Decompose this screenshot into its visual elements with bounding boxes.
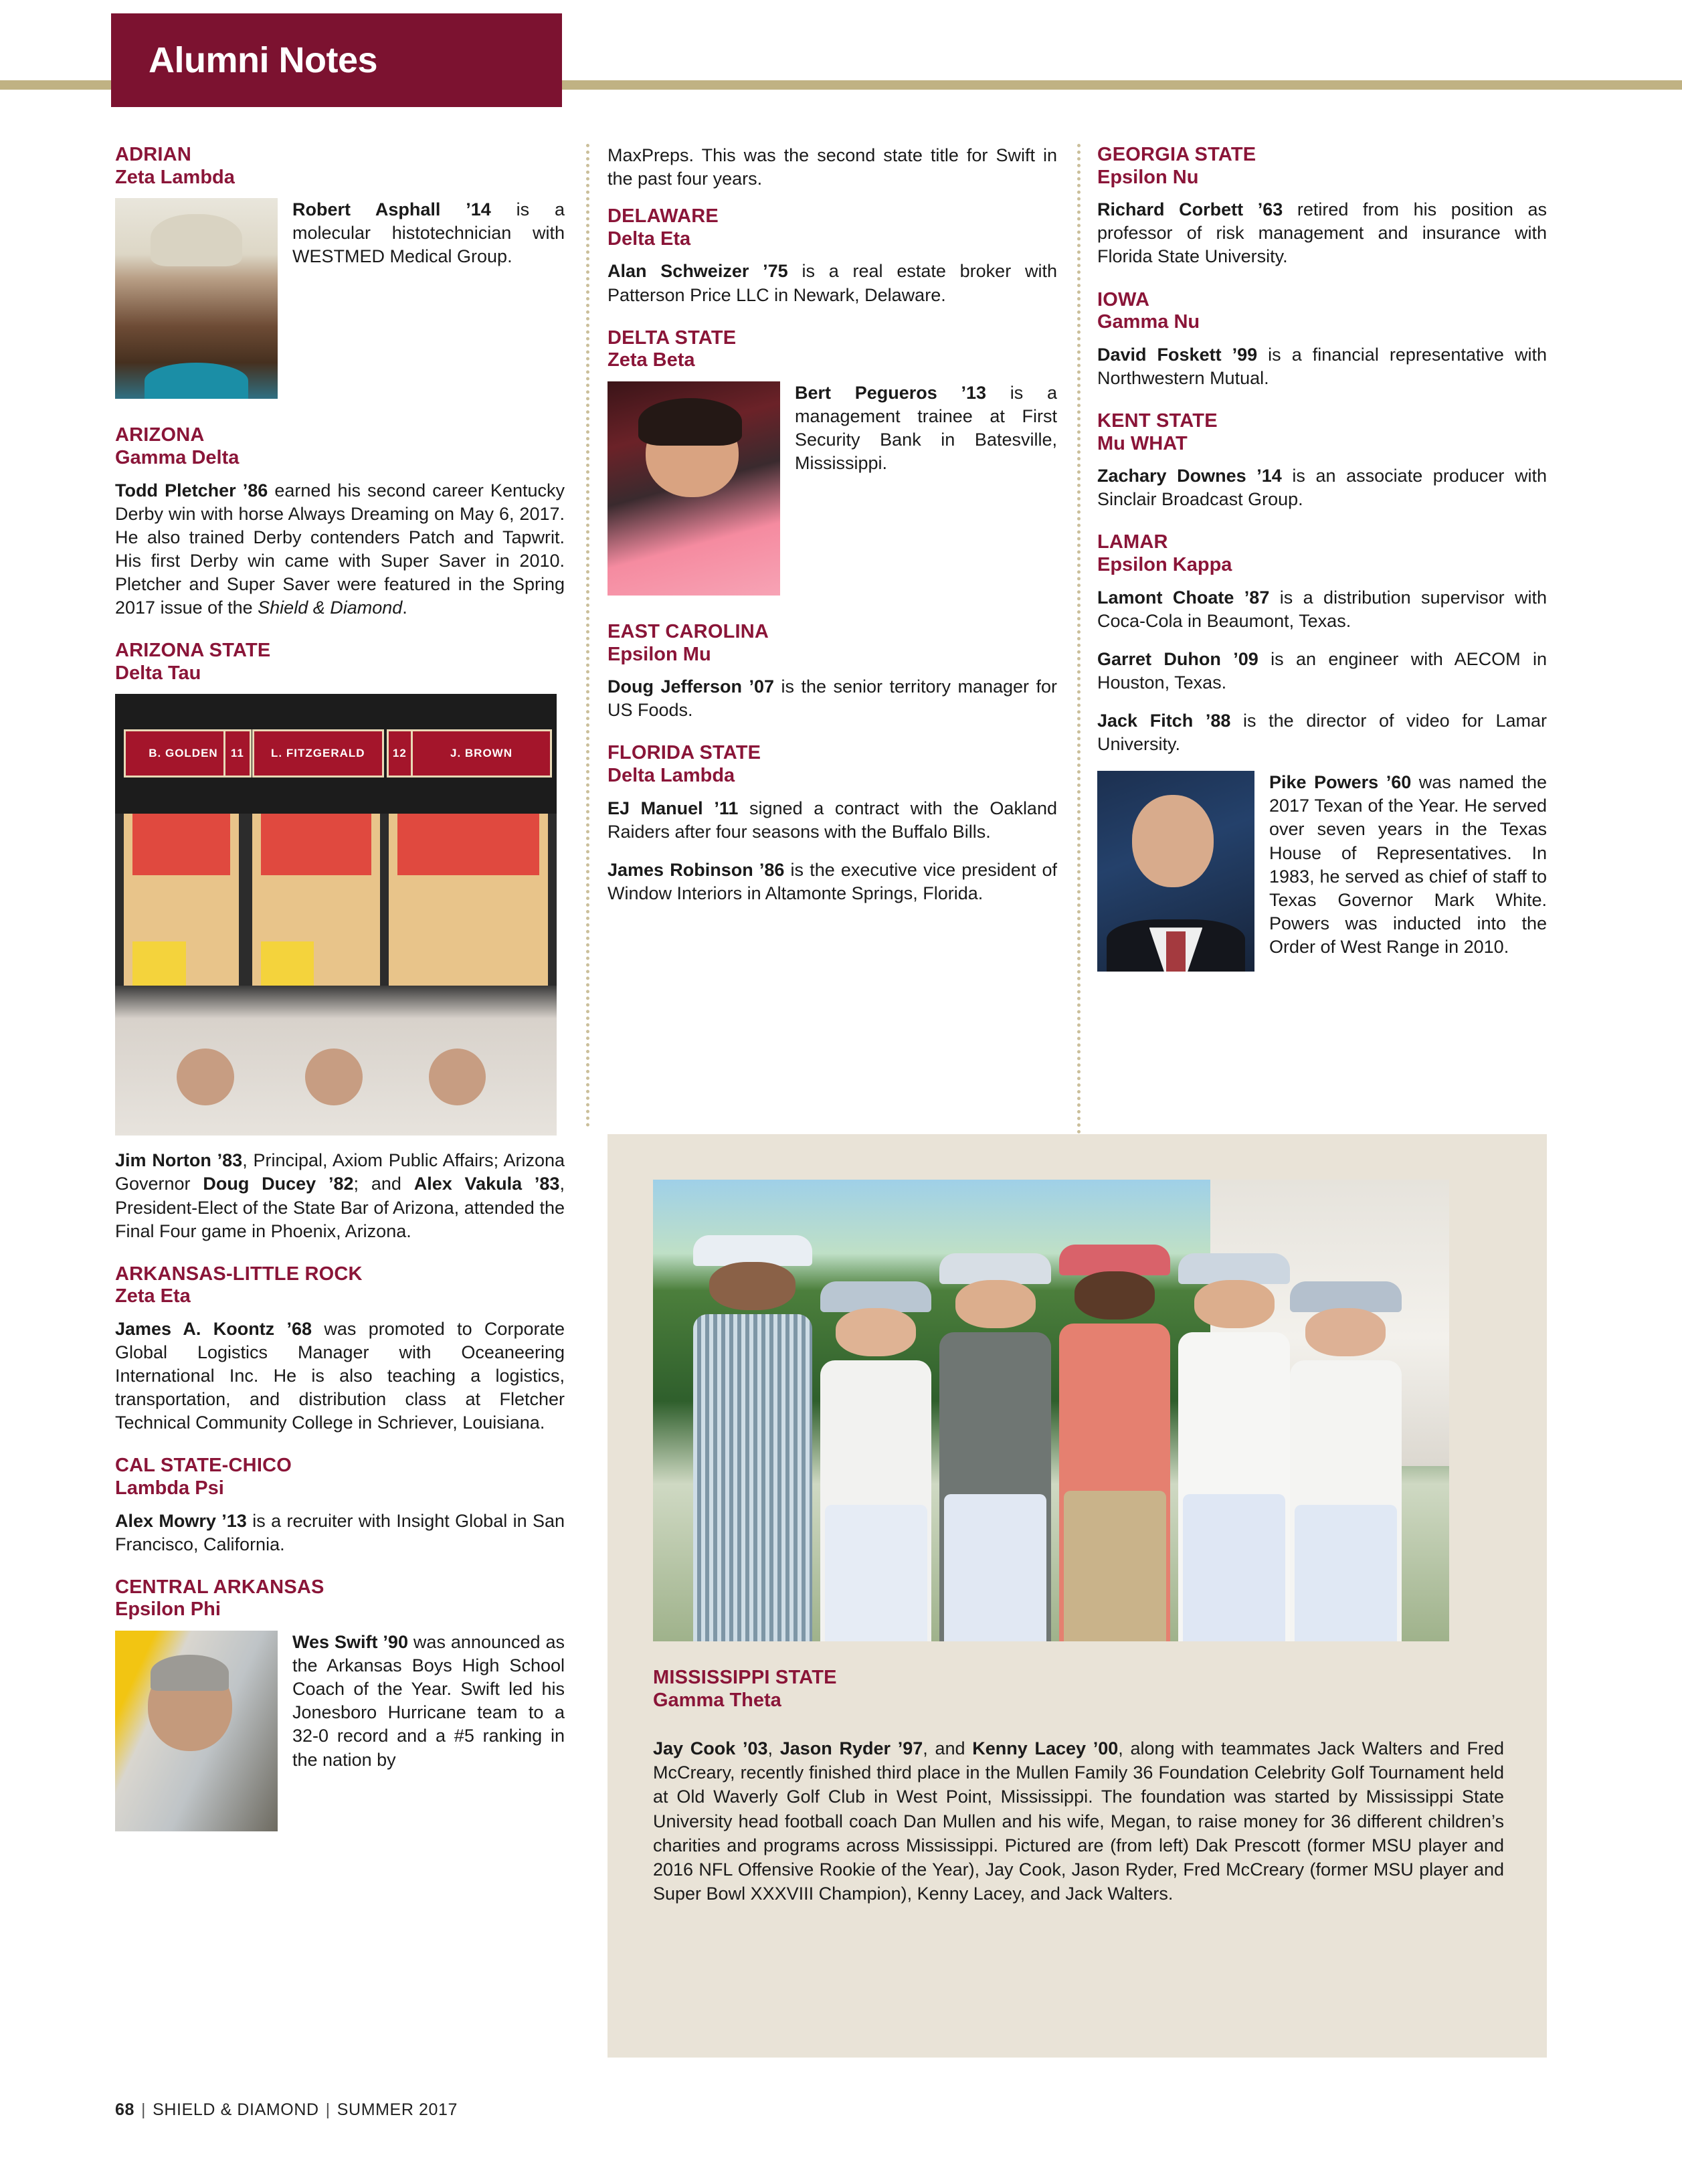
section-georgia-state — [1097, 144, 1547, 269]
school-name: ARIZONA STATE — [115, 640, 271, 662]
caption-text: , President-Elect of the State Bar of Arizona, attended the Final Four game in Phoenix, Arizona. — [115, 1174, 565, 1241]
alumni-name: Alan Schweizer ’75 — [608, 261, 788, 282]
alumni-name: Richard Corbett ’63 — [1097, 199, 1283, 220]
alumni-note — [115, 1317, 565, 1435]
caption-text: , and — [923, 1738, 973, 1758]
chapter-name: Gamma Nu — [1097, 311, 1200, 333]
locker-number: 11 — [223, 729, 252, 778]
portrait-photo-bert-pegueros — [608, 381, 780, 596]
alumni-name: Bert Pegueros ’13 — [795, 382, 987, 403]
school-name: DELTA STATE — [608, 327, 737, 349]
golfer-figure — [1290, 1281, 1402, 1641]
school-name: FLORIDA STATE — [608, 742, 761, 764]
golfer-figure — [1178, 1253, 1290, 1641]
alumni-name: Jack Fitch ’88 — [1097, 711, 1231, 731]
alumni-name: Wes Swift ’90 — [292, 1632, 408, 1653]
caption-text: , — [767, 1738, 780, 1758]
alumni-note-text: was announced as the Arkansas Boys High School Coach of the Year. Swift led his Jonesboro Hurricane team to a 32-0 record and a #5 ranking in the nation by — [292, 1632, 565, 1770]
publication-name: SHIELD & DIAMOND — [153, 2100, 319, 2119]
alumni-note — [608, 675, 1057, 722]
alumni-note-text: is a molecular histotechnician with WESTMED Medical Group. — [292, 199, 565, 267]
locker-nameplate: L. FITZGERALD — [252, 729, 384, 778]
school-name: ARKANSAS-LITTLE ROCK — [115, 1263, 363, 1285]
chapter-name: Zeta Lambda — [115, 166, 235, 188]
alumni-note-text: is an engineer with AECOM in Houston, Texas. — [1097, 648, 1547, 693]
chapter-name: Epsilon Mu — [608, 643, 711, 665]
portrait-photo-wes-swift — [115, 1631, 278, 1831]
golfer-figure — [693, 1235, 813, 1641]
alumni-name: Doug Jefferson ’07 — [608, 676, 774, 697]
school-name: LAMAR — [1097, 531, 1168, 553]
alumni-note — [608, 858, 1057, 905]
alumni-note-text: is a management trainee at First Security Bank in Batesville, Mississippi. — [795, 382, 1057, 474]
school-name: ADRIAN — [115, 144, 191, 165]
locker-number: 12 — [387, 729, 413, 778]
chapter-name: Delta Eta — [608, 227, 691, 250]
chapter-name: Mu WHAT — [1097, 432, 1188, 454]
section-central-arkansas — [115, 1576, 565, 1837]
alumni-note-text: is a recruiter with Insight Global in San Francisco, California. — [115, 1510, 565, 1554]
alumni-note-text: is a real estate broker with Patterson Price LLC in Newark, Delaware. — [608, 261, 1057, 305]
photo-golf-group — [653, 1180, 1449, 1641]
chapter-name: Epsilon Kappa — [1097, 554, 1232, 576]
golfer-figure — [939, 1253, 1051, 1641]
alumni-name: James A. Koontz ’68 — [115, 1318, 312, 1339]
school-name: MISSISSIPPI STATE — [653, 1667, 837, 1688]
school-name: EAST CAROLINA — [608, 620, 769, 642]
continued-text: MaxPreps. This was the second state title for Swift in the past four years. — [608, 145, 1057, 189]
alumni-note — [1097, 586, 1547, 633]
alumni-note-text: is the senior territory manager for US Foods. — [608, 676, 1057, 721]
alumni-note-text: was named the 2017 Texan of the Year. He served over seven years in the Texas House of Representatives. In 1983, he served as chief of staff to Texas Governor Mark White. Powers was inducted into the Order of West Range in 2010. — [1269, 772, 1547, 957]
page-footer — [115, 2100, 458, 2120]
alumni-note — [1097, 709, 1547, 756]
column-divider-1 — [586, 144, 589, 1127]
feature-caption — [653, 1736, 1504, 1906]
alumni-note-tail: . — [402, 597, 407, 618]
section-delta-state — [608, 327, 1057, 601]
alumni-name: EJ Manuel ’11 — [608, 798, 739, 818]
chapter-name: Gamma Theta — [653, 1689, 781, 1711]
photo-locker-room — [115, 694, 557, 1135]
note-with-photo — [608, 381, 1057, 601]
alumni-name: Robert Asphall ’14 — [292, 199, 491, 220]
alumni-name: Kenny Lacey ’00 — [972, 1738, 1119, 1758]
photo-caption — [115, 1149, 565, 1243]
chapter-name: Lambda Psi — [115, 1477, 224, 1499]
alumni-name: Lamont Choate ’87 — [1097, 587, 1270, 608]
page-number: 68 — [115, 2100, 135, 2119]
note-with-photo — [1097, 771, 1547, 977]
chapter-name: Epsilon Phi — [115, 1599, 221, 1621]
caption-text: , Principal, Axiom Public Affairs; Arizona Governor — [115, 1150, 565, 1194]
alumni-name: Jay Cook ’03 — [653, 1738, 768, 1758]
section-arizona — [115, 424, 565, 620]
feature-heading — [653, 1667, 837, 1721]
chapter-name: Delta Tau — [115, 662, 201, 684]
school-name: GEORGIA STATE — [1097, 144, 1256, 165]
chapter-name: Zeta Beta — [608, 349, 695, 371]
alumni-name: Doug Ducey ’82 — [203, 1174, 354, 1194]
caption-text: ; and — [353, 1174, 414, 1194]
caption-text: , along with teammates Jack Walters and Fred McCreary, recently finished third place in the Mullen Family 36 Foundation Celebrity Golf Tournament held at Old Waverly Golf Club in West Point, Mississippi. The foundation was started by Mississippi State University head football coach Dan Mullen and his wife, Megan, to raise money for 36 different children’s charities and programs across Mississippi. Pictured are (from left) Dak Prescott (former MSU player and 2016 NFL Offensive Rookie of the Year), Jay Cook, Jason Ryder, Fred McCreary (former MSU player and Super Bowl XXXVIII Champion), Kenny Lacey, and Jack Walters. — [653, 1738, 1504, 1904]
alumni-note — [1097, 648, 1547, 695]
alumni-note-text: is the director of video for Lamar University. — [1097, 711, 1547, 755]
section-arkansas-little-rock — [115, 1263, 565, 1435]
section-iowa — [1097, 289, 1547, 390]
section-east-carolina — [608, 621, 1057, 722]
chapter-name: Gamma Delta — [115, 446, 240, 468]
column-3 — [1097, 144, 1547, 997]
footer-separator: | — [325, 2100, 331, 2119]
masthead-banner — [111, 13, 562, 107]
page-title: Alumni Notes — [149, 40, 378, 80]
alumni-name: Garret Duhon ’09 — [1097, 648, 1258, 669]
alumni-note-text: earned his second career Kentucky Derby win with horse Always Dreaming on May 6, 2017. He also trained Derby contenders Patch and Tapwrit. His first Derby win came with Super Saver in 2010. Pletcher and Super Saver were featured in the Spring 2017 issue of the — [115, 480, 565, 618]
chapter-name: Zeta Eta — [115, 1285, 191, 1307]
alumni-note — [608, 797, 1057, 844]
column-1 — [115, 144, 565, 1857]
alumni-name: Zachary Downes ’14 — [1097, 466, 1282, 486]
alumni-name: Pike Powers ’60 — [1269, 772, 1412, 793]
school-name: DELAWARE — [608, 205, 719, 227]
golfer-figure — [1059, 1245, 1171, 1641]
publication-title: Shield & Diamond — [258, 597, 403, 618]
alumni-note — [1097, 464, 1547, 511]
portrait-photo-robert-asphall — [115, 198, 278, 399]
school-name: ARIZONA — [115, 424, 205, 446]
column-divider-2 — [1077, 144, 1081, 1214]
chapter-name: Epsilon Nu — [1097, 166, 1199, 188]
alumni-note-text: is the executive vice president of Window Interiors in Altamonte Springs, Florida. — [608, 859, 1057, 903]
portrait-photo-pike-powers — [1097, 771, 1254, 972]
section-cal-state-chico — [115, 1455, 565, 1556]
locker-nameplate: J. BROWN — [411, 729, 552, 778]
school-name: CENTRAL ARKANSAS — [115, 1576, 324, 1598]
footer-separator: | — [141, 2100, 147, 2119]
alumni-name: Todd Pletcher ’86 — [115, 480, 268, 500]
alumni-name: James Robinson ’86 — [608, 859, 785, 880]
school-name: KENT STATE — [1097, 410, 1218, 432]
section-florida-state — [608, 742, 1057, 905]
note-with-photo — [115, 1631, 565, 1837]
alumni-note — [608, 260, 1057, 306]
alumni-note-text: is a financial representative with Northwestern Mutual. — [1097, 344, 1547, 388]
note-with-photo — [115, 198, 565, 404]
section-delaware — [608, 205, 1057, 306]
section-kent-state — [1097, 410, 1547, 511]
alumni-name: Jim Norton ’83 — [115, 1150, 243, 1171]
alumni-note-text: is a distribution supervisor with Coca-Cola in Beaumont, Texas. — [1097, 587, 1547, 631]
column-2 — [608, 144, 1057, 925]
alumni-note-text: signed a contract with the Oakland Raiders after four seasons with the Buffalo Bills. — [608, 798, 1057, 842]
alumni-note-text: is an associate producer with Sinclair Broadcast Group. — [1097, 466, 1547, 510]
section-lamar — [1097, 531, 1547, 977]
alumni-name: David Foskett ’99 — [1097, 344, 1258, 365]
locker-nameplate: B. GOLDEN — [124, 729, 243, 778]
alumni-note — [1097, 198, 1547, 268]
alumni-note-text: retired from his position as professor of risk management and insurance with Florida State University. — [1097, 199, 1547, 267]
alumni-note-text: was promoted to Corporate Global Logistics Manager with Oceaneering International Inc. He is also teaching a logistics, transportation, and distribution class at Fletcher Technical Community College in Schriever, Louisiana. — [115, 1318, 565, 1433]
alumni-note — [115, 479, 565, 620]
school-name: CAL STATE-CHICO — [115, 1455, 292, 1477]
golfer-figure — [820, 1281, 932, 1641]
alumni-note — [1097, 343, 1547, 390]
alumni-note — [115, 1510, 565, 1556]
alumni-name: Alex Mowry ’13 — [115, 1510, 247, 1531]
chapter-name: Delta Lambda — [608, 764, 735, 786]
section-arizona-state — [115, 640, 565, 1243]
feature-box-mississippi-state — [608, 1134, 1547, 2058]
school-name: IOWA — [1097, 288, 1150, 310]
section-adrian — [115, 144, 565, 404]
issue-name: SUMMER 2017 — [337, 2100, 458, 2119]
alumni-name: Jason Ryder ’97 — [779, 1738, 923, 1758]
alumni-name: Alex Vakula ’83 — [413, 1174, 560, 1194]
